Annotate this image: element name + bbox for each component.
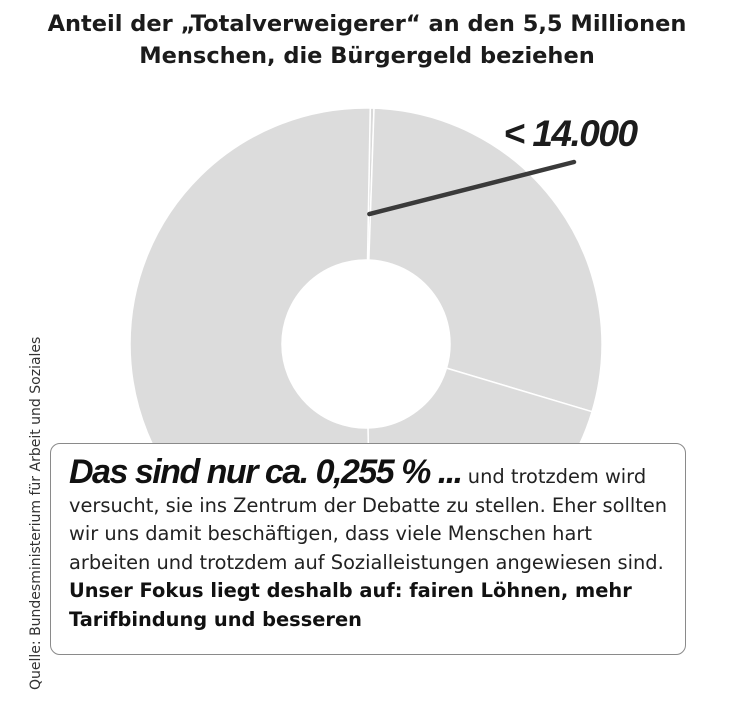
info-textbox bbox=[50, 443, 686, 655]
textbox-body: und trotzdem wird versucht, sie ins Zentrum der Debatte zu stellen. Eher sollten wir uns damit beschäftigen, dass viele Menschen hart arbeiten und trotzdem auf Sozialleistungen angewiesen sind. bbox=[69, 465, 668, 574]
textbox-paragraph bbox=[69, 453, 671, 634]
textbox-headline: Das sind nur ca. 0,255 % ... bbox=[69, 453, 462, 491]
chart-title-line-2: Menschen, die Bürgergeld beziehen bbox=[139, 43, 595, 69]
callout-label: < 14.000 bbox=[503, 113, 637, 154]
source-note: Quelle: Bundesministerium für Arbeit und Soziales bbox=[28, 336, 44, 690]
textbox-bold-tail: Unser Fokus liegt deshalb auf: fairen Löhnen, mehr Tarifbindung und besseren bbox=[69, 579, 632, 631]
chart-title-line-1: Anteil der „Totalverweigerer“ an den 5,5 Millionen bbox=[47, 11, 687, 37]
